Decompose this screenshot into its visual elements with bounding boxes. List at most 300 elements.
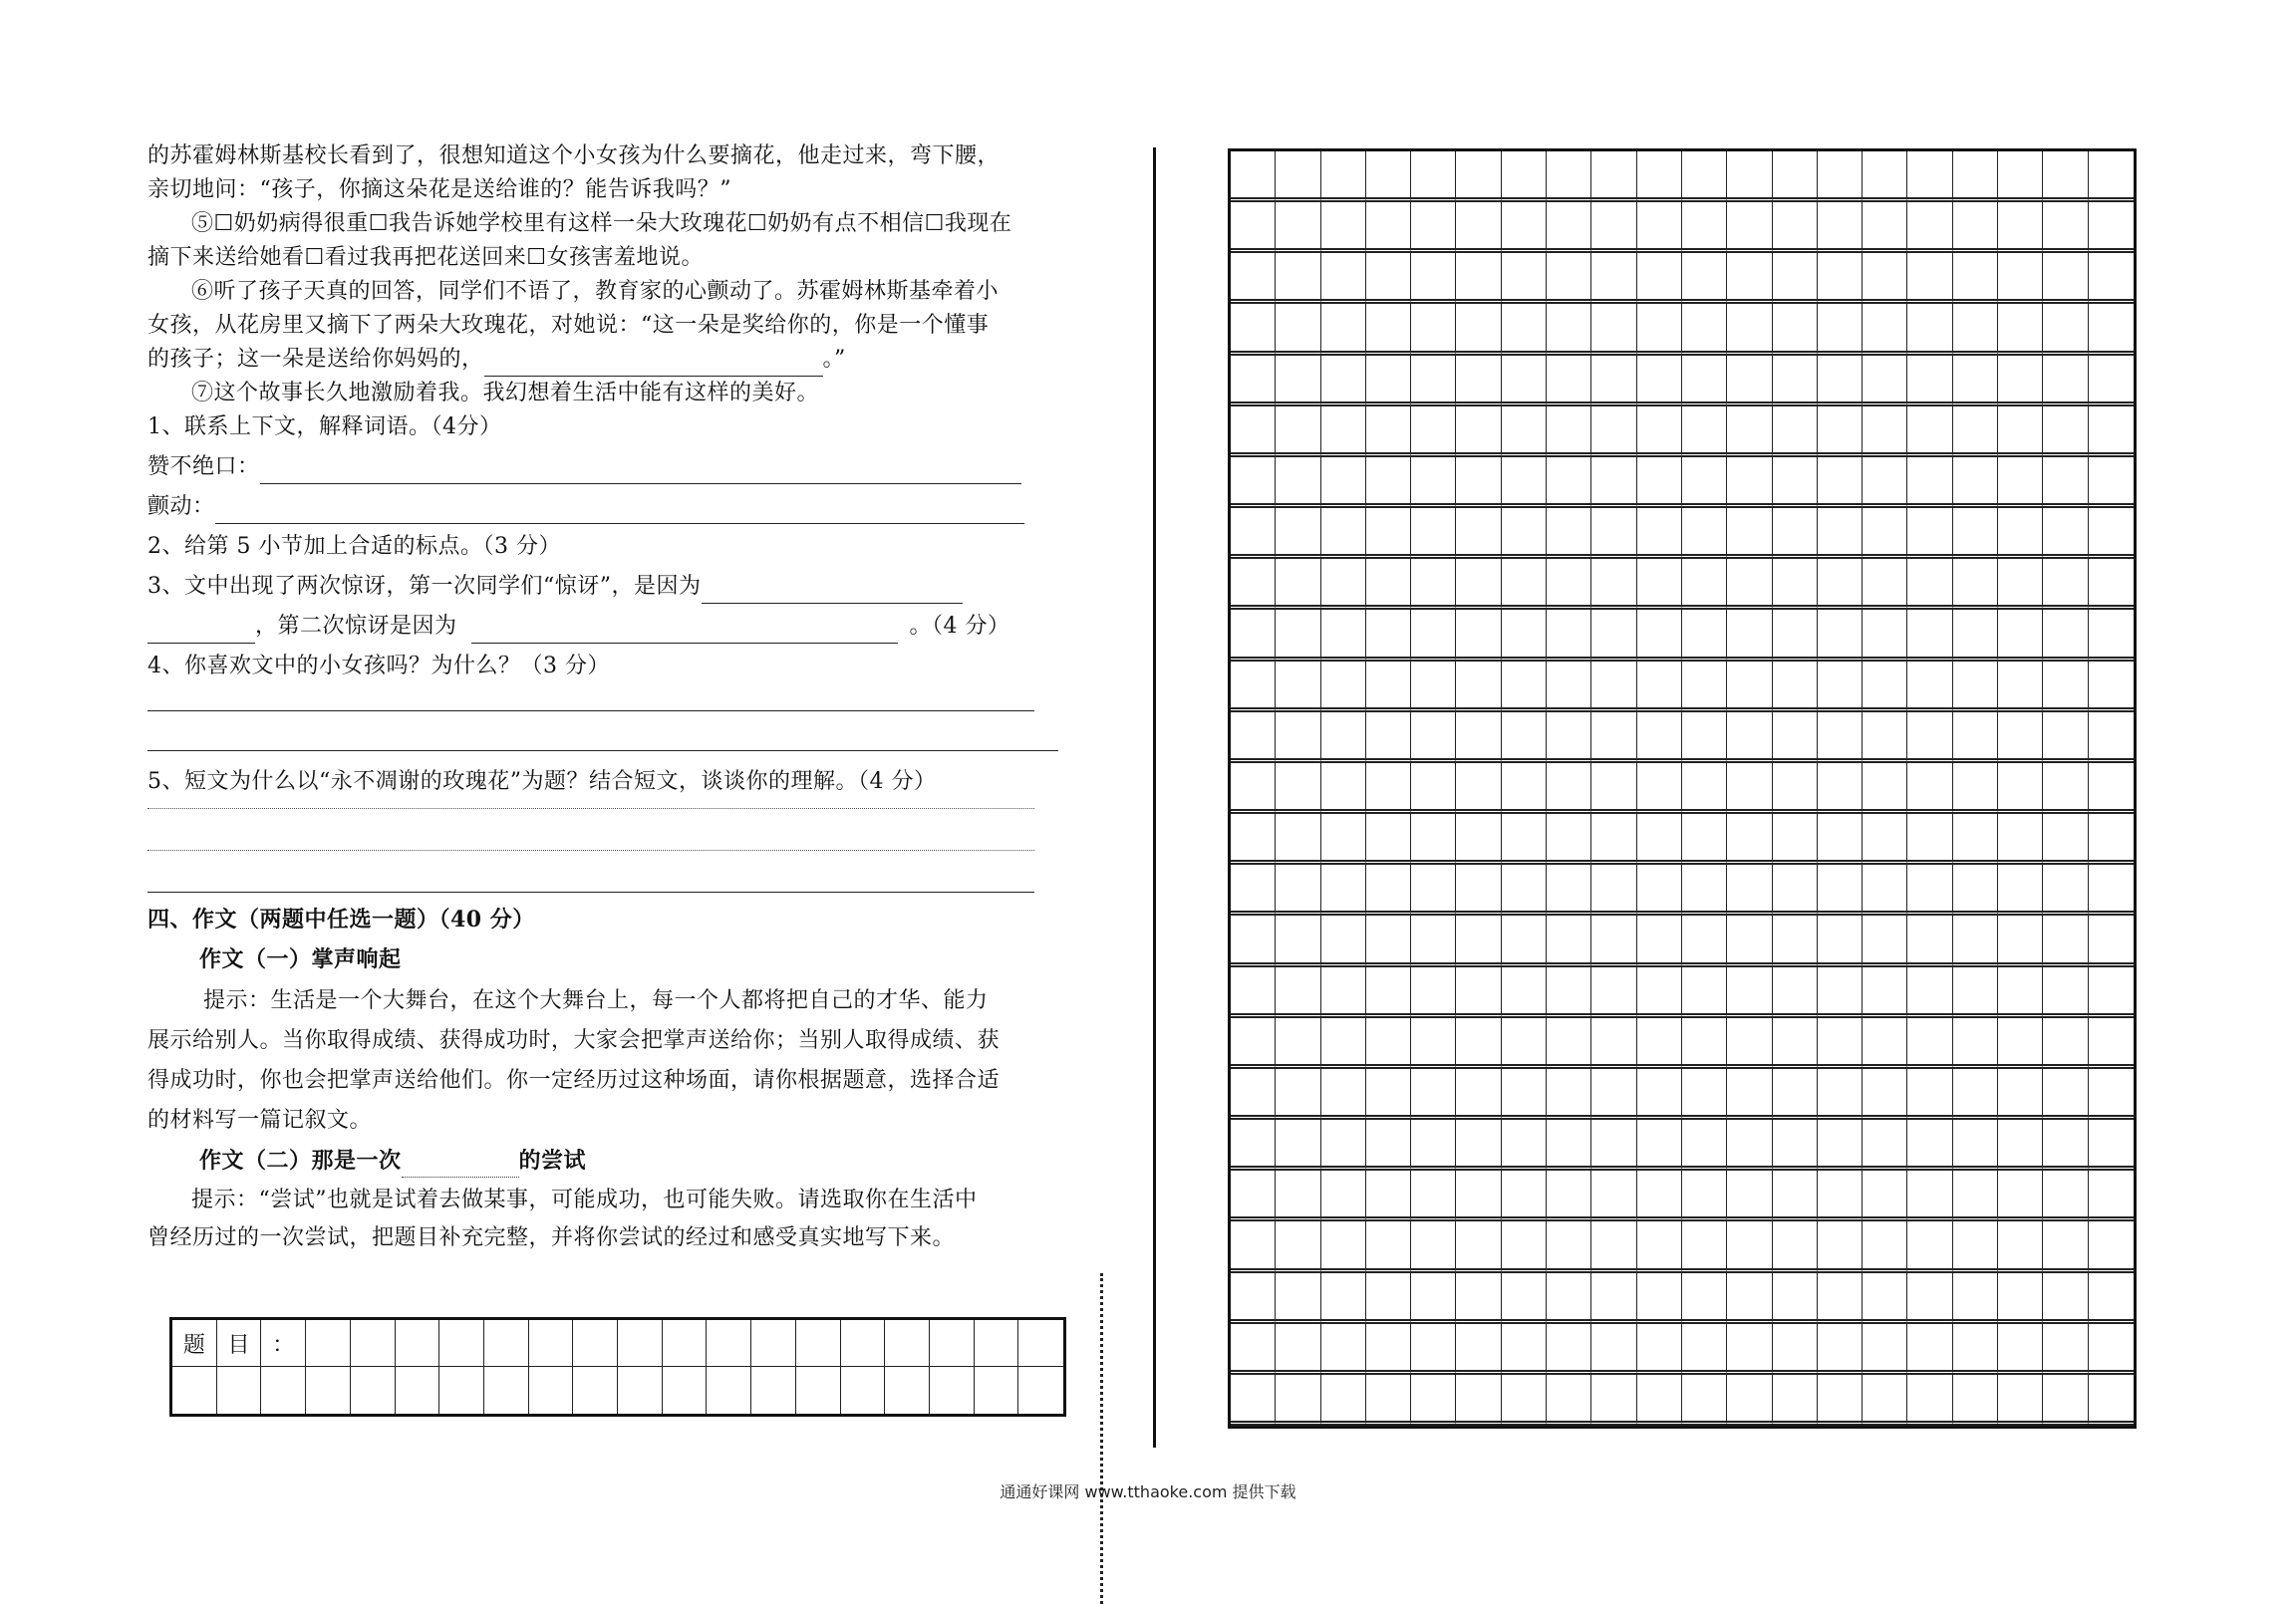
essay-grid-cell[interactable] bbox=[1863, 202, 1907, 253]
essay-grid-cell[interactable] bbox=[1818, 151, 1863, 202]
essay-grid-cell[interactable] bbox=[1366, 1069, 1411, 1120]
essay-grid-cell[interactable] bbox=[1456, 1273, 1501, 1324]
essay-grid-cell[interactable] bbox=[1231, 253, 1276, 304]
essay-grid-cell[interactable] bbox=[1591, 967, 1636, 1018]
essay-grid-cell[interactable] bbox=[1682, 610, 1727, 661]
essay-grid-cell[interactable] bbox=[1773, 508, 1818, 559]
essay-grid-cell[interactable] bbox=[1321, 304, 1366, 355]
essay-grid-cell[interactable] bbox=[1682, 151, 1727, 202]
essay-grid-cell[interactable] bbox=[1591, 508, 1636, 559]
essay-grid-cell[interactable] bbox=[1456, 559, 1501, 610]
essay-grid-cell[interactable] bbox=[1502, 814, 1547, 865]
essay-writing-grid[interactable] bbox=[1228, 148, 2137, 1429]
essay-grid-cell[interactable] bbox=[1637, 304, 1682, 355]
essay-grid-cell[interactable] bbox=[1907, 253, 1952, 304]
essay-grid-cell[interactable] bbox=[2089, 1324, 2134, 1375]
essay-grid-cell[interactable] bbox=[1366, 406, 1411, 457]
essay-grid-cell[interactable] bbox=[1773, 253, 1818, 304]
title-grid-cell[interactable] bbox=[306, 1367, 351, 1414]
answer-blank[interactable] bbox=[147, 617, 255, 644]
essay-grid-cell[interactable] bbox=[1547, 1221, 1591, 1272]
essay-grid-cell[interactable] bbox=[1231, 814, 1276, 865]
essay-grid-cell[interactable] bbox=[2089, 865, 2134, 916]
essay-grid-cell[interactable] bbox=[1591, 559, 1636, 610]
essay-grid-cell[interactable] bbox=[1773, 814, 1818, 865]
essay-grid-cell[interactable] bbox=[1591, 1120, 1636, 1171]
essay-grid-cell[interactable] bbox=[1456, 202, 1501, 253]
essay-grid-cell[interactable] bbox=[1818, 304, 1863, 355]
essay-grid-cell[interactable] bbox=[1998, 508, 2043, 559]
answer-line[interactable] bbox=[147, 749, 1058, 751]
essay-grid-cell[interactable] bbox=[2043, 865, 2088, 916]
essay-grid-cell[interactable] bbox=[1682, 253, 1727, 304]
essay-grid-cell[interactable] bbox=[1773, 1120, 1818, 1171]
essay-grid-cell[interactable] bbox=[1547, 662, 1591, 712]
essay-grid-cell[interactable] bbox=[1727, 202, 1772, 253]
essay-grid-cell[interactable] bbox=[1231, 712, 1276, 763]
essay-grid-cell[interactable] bbox=[1411, 865, 1456, 916]
essay-grid-cell[interactable] bbox=[1773, 1273, 1818, 1324]
essay-grid-cell[interactable] bbox=[1321, 1273, 1366, 1324]
essay-grid-cell[interactable] bbox=[1682, 1018, 1727, 1069]
essay-grid-cell[interactable] bbox=[1998, 253, 2043, 304]
essay-grid-cell[interactable] bbox=[1863, 304, 1907, 355]
essay-grid-cell[interactable] bbox=[1863, 508, 1907, 559]
title-grid[interactable] bbox=[169, 1317, 1066, 1417]
essay-grid-cell[interactable] bbox=[1366, 763, 1411, 814]
essay-grid-cell[interactable] bbox=[1637, 916, 1682, 966]
essay-grid-cell[interactable] bbox=[1276, 202, 1320, 253]
essay-grid-cell[interactable] bbox=[1366, 1120, 1411, 1171]
essay-grid-cell[interactable] bbox=[2089, 1120, 2134, 1171]
essay-grid-cell[interactable] bbox=[2089, 763, 2134, 814]
essay-grid-cell[interactable] bbox=[1953, 763, 1998, 814]
title-grid-cell[interactable] bbox=[172, 1367, 217, 1414]
essay-grid-cell[interactable] bbox=[1547, 151, 1591, 202]
essay-grid-cell[interactable] bbox=[1321, 610, 1366, 661]
essay-grid-cell[interactable] bbox=[1591, 916, 1636, 966]
essay-grid-cell[interactable] bbox=[1998, 1120, 2043, 1171]
essay-grid-cell[interactable] bbox=[1366, 1171, 1411, 1221]
essay-grid-cell[interactable] bbox=[1727, 1375, 1772, 1426]
title-grid-cell[interactable] bbox=[439, 1367, 484, 1414]
essay-grid-cell[interactable] bbox=[1682, 457, 1727, 508]
essay-grid-cell[interactable] bbox=[1818, 712, 1863, 763]
title-grid-cell[interactable] bbox=[351, 1367, 396, 1414]
essay-grid-cell[interactable] bbox=[2089, 1221, 2134, 1272]
title-grid-cell[interactable] bbox=[975, 1320, 1019, 1367]
essay-grid-cell[interactable] bbox=[1863, 1069, 1907, 1120]
essay-grid-cell[interactable] bbox=[1547, 1324, 1591, 1375]
essay-grid-cell[interactable] bbox=[1547, 865, 1591, 916]
title-grid-cell[interactable] bbox=[751, 1367, 796, 1414]
essay-grid-cell[interactable] bbox=[2043, 916, 2088, 966]
essay-grid-cell[interactable] bbox=[1231, 1018, 1276, 1069]
essay-grid-cell[interactable] bbox=[1321, 1375, 1366, 1426]
essay-grid-cell[interactable] bbox=[1502, 508, 1547, 559]
essay-grid-cell[interactable] bbox=[1411, 967, 1456, 1018]
essay-grid-cell[interactable] bbox=[1727, 662, 1772, 712]
essay-grid-cell[interactable] bbox=[1907, 508, 1952, 559]
essay-grid-cell[interactable] bbox=[1727, 508, 1772, 559]
essay-grid-cell[interactable] bbox=[1953, 304, 1998, 355]
essay-grid-cell[interactable] bbox=[1366, 1273, 1411, 1324]
essay-grid-cell[interactable] bbox=[1276, 967, 1320, 1018]
essay-grid-cell[interactable] bbox=[1321, 1324, 1366, 1375]
essay-grid-cell[interactable] bbox=[1682, 1273, 1727, 1324]
essay-grid-cell[interactable] bbox=[2043, 763, 2088, 814]
essay-grid-cell[interactable] bbox=[1818, 1120, 1863, 1171]
essay-grid-cell[interactable] bbox=[1907, 1273, 1952, 1324]
essay-grid-cell[interactable] bbox=[1547, 1120, 1591, 1171]
essay-grid-cell[interactable] bbox=[1818, 1324, 1863, 1375]
essay-grid-cell[interactable] bbox=[1547, 916, 1591, 966]
essay-grid-cell[interactable] bbox=[2089, 1069, 2134, 1120]
essay-grid-cell[interactable] bbox=[2089, 712, 2134, 763]
essay-grid-cell[interactable] bbox=[2043, 508, 2088, 559]
essay-grid-cell[interactable] bbox=[1998, 1324, 2043, 1375]
essay-grid-cell[interactable] bbox=[1998, 151, 2043, 202]
essay-grid-cell[interactable] bbox=[1502, 712, 1547, 763]
essay-grid-cell[interactable] bbox=[1276, 1273, 1320, 1324]
essay-grid-cell[interactable] bbox=[1637, 356, 1682, 406]
essay-grid-cell[interactable] bbox=[1366, 457, 1411, 508]
essay-grid-cell[interactable] bbox=[1682, 712, 1727, 763]
essay-grid-cell[interactable] bbox=[1231, 865, 1276, 916]
essay-grid-cell[interactable] bbox=[1998, 1018, 2043, 1069]
essay-grid-cell[interactable] bbox=[2089, 1273, 2134, 1324]
essay-grid-cell[interactable] bbox=[2089, 356, 2134, 406]
essay-grid-cell[interactable] bbox=[1863, 1273, 1907, 1324]
title-grid-cell[interactable] bbox=[618, 1320, 663, 1367]
essay-grid-cell[interactable] bbox=[1998, 712, 2043, 763]
essay-grid-cell[interactable] bbox=[1637, 406, 1682, 457]
essay-grid-cell[interactable] bbox=[1682, 1221, 1727, 1272]
essay-grid-cell[interactable] bbox=[2089, 662, 2134, 712]
title-grid-cell[interactable] bbox=[1018, 1320, 1063, 1367]
essay-grid-cell[interactable] bbox=[1276, 763, 1320, 814]
essay-grid-cell[interactable] bbox=[1321, 457, 1366, 508]
essay-grid-cell[interactable] bbox=[1953, 1324, 1998, 1375]
essay-grid-cell[interactable] bbox=[1502, 662, 1547, 712]
essay-grid-cell[interactable] bbox=[2043, 1221, 2088, 1272]
essay-grid-cell[interactable] bbox=[1591, 763, 1636, 814]
essay-grid-cell[interactable] bbox=[1727, 253, 1772, 304]
essay-grid-cell[interactable] bbox=[1456, 151, 1501, 202]
essay-grid-cell[interactable] bbox=[2089, 457, 2134, 508]
essay-grid-cell[interactable] bbox=[1411, 1018, 1456, 1069]
essay-grid-cell[interactable] bbox=[1682, 406, 1727, 457]
essay-grid-cell[interactable] bbox=[1863, 916, 1907, 966]
essay-grid-cell[interactable] bbox=[1953, 814, 1998, 865]
essay-grid-cell[interactable] bbox=[1321, 1171, 1366, 1221]
title-grid-cell[interactable] bbox=[796, 1320, 841, 1367]
title-grid-cell[interactable] bbox=[751, 1320, 796, 1367]
essay-grid-cell[interactable] bbox=[1276, 559, 1320, 610]
essay-grid-cell[interactable] bbox=[1953, 559, 1998, 610]
essay-grid-cell[interactable] bbox=[1863, 559, 1907, 610]
essay-grid-cell[interactable] bbox=[1502, 1120, 1547, 1171]
essay-grid-cell[interactable] bbox=[1773, 763, 1818, 814]
essay-grid-cell[interactable] bbox=[2043, 814, 2088, 865]
essay-grid-cell[interactable] bbox=[2089, 253, 2134, 304]
essay-grid-cell[interactable] bbox=[1502, 559, 1547, 610]
essay-grid-cell[interactable] bbox=[1637, 151, 1682, 202]
essay-grid-cell[interactable] bbox=[1591, 1018, 1636, 1069]
essay-grid-cell[interactable] bbox=[1502, 304, 1547, 355]
essay-grid-cell[interactable] bbox=[1502, 1018, 1547, 1069]
essay-grid-cell[interactable] bbox=[1547, 1273, 1591, 1324]
essay-grid-cell[interactable] bbox=[1366, 202, 1411, 253]
essay-grid-cell[interactable] bbox=[1773, 202, 1818, 253]
essay-grid-cell[interactable] bbox=[1682, 1324, 1727, 1375]
title-grid-cell[interactable] bbox=[484, 1320, 529, 1367]
essay-grid-cell[interactable] bbox=[1456, 610, 1501, 661]
essay-grid-cell[interactable] bbox=[1547, 253, 1591, 304]
essay-grid-cell[interactable] bbox=[1773, 1018, 1818, 1069]
essay-grid-cell[interactable] bbox=[1456, 916, 1501, 966]
essay-grid-cell[interactable] bbox=[1637, 1120, 1682, 1171]
essay-grid-cell[interactable] bbox=[1411, 508, 1456, 559]
essay-grid-cell[interactable] bbox=[1547, 1375, 1591, 1426]
essay-grid-cell[interactable] bbox=[1682, 1120, 1727, 1171]
essay-grid-cell[interactable] bbox=[1953, 662, 1998, 712]
essay-grid-cell[interactable] bbox=[1818, 1018, 1863, 1069]
essay-grid-cell[interactable] bbox=[1727, 1171, 1772, 1221]
essay-grid-cell[interactable] bbox=[1411, 662, 1456, 712]
essay-grid-cell[interactable] bbox=[1411, 1273, 1456, 1324]
essay-grid-cell[interactable] bbox=[1502, 253, 1547, 304]
essay-grid-cell[interactable] bbox=[2089, 967, 2134, 1018]
essay-grid-cell[interactable] bbox=[1276, 916, 1320, 966]
essay-grid-cell[interactable] bbox=[2089, 508, 2134, 559]
title-grid-cell[interactable] bbox=[573, 1367, 618, 1414]
essay-grid-cell[interactable] bbox=[1998, 457, 2043, 508]
essay-grid-cell[interactable] bbox=[1818, 1069, 1863, 1120]
essay-grid-cell[interactable] bbox=[1411, 151, 1456, 202]
essay-grid-cell[interactable] bbox=[1456, 1018, 1501, 1069]
essay-grid-cell[interactable] bbox=[2043, 151, 2088, 202]
essay-grid-cell[interactable] bbox=[2043, 712, 2088, 763]
essay-grid-cell[interactable] bbox=[1637, 1018, 1682, 1069]
essay-grid-cell[interactable] bbox=[1366, 1018, 1411, 1069]
essay-grid-cell[interactable] bbox=[1366, 814, 1411, 865]
essay-grid-cell[interactable] bbox=[1321, 1221, 1366, 1272]
essay-grid-cell[interactable] bbox=[1727, 712, 1772, 763]
essay-grid-cell[interactable] bbox=[1411, 406, 1456, 457]
essay-grid-cell[interactable] bbox=[1953, 508, 1998, 559]
essay-grid-cell[interactable] bbox=[1637, 662, 1682, 712]
essay-grid-cell[interactable] bbox=[2043, 1069, 2088, 1120]
essay-grid-cell[interactable] bbox=[1998, 559, 2043, 610]
essay-grid-cell[interactable] bbox=[1953, 1120, 1998, 1171]
essay-grid-cell[interactable] bbox=[1998, 865, 2043, 916]
essay-grid-cell[interactable] bbox=[1773, 457, 1818, 508]
title-grid-cell[interactable] bbox=[573, 1320, 618, 1367]
essay-grid-cell[interactable] bbox=[1591, 356, 1636, 406]
essay-grid-cell[interactable] bbox=[1998, 304, 2043, 355]
essay-grid-cell[interactable] bbox=[1773, 1171, 1818, 1221]
essay-grid-cell[interactable] bbox=[1818, 967, 1863, 1018]
essay-grid-cell[interactable] bbox=[1863, 356, 1907, 406]
answer-blank[interactable] bbox=[215, 497, 1024, 524]
essay-grid-cell[interactable] bbox=[1637, 1221, 1682, 1272]
essay-grid-cell[interactable] bbox=[1773, 1221, 1818, 1272]
title-grid-cell[interactable] bbox=[618, 1367, 663, 1414]
essay-grid-cell[interactable] bbox=[1547, 763, 1591, 814]
essay-grid-cell[interactable] bbox=[1818, 662, 1863, 712]
essay-grid-cell[interactable] bbox=[1411, 457, 1456, 508]
essay-grid-cell[interactable] bbox=[1953, 1375, 1998, 1426]
essay-grid-cell[interactable] bbox=[1411, 1120, 1456, 1171]
essay-grid-cell[interactable] bbox=[1818, 865, 1863, 916]
essay-grid-cell[interactable] bbox=[1818, 1375, 1863, 1426]
essay-grid-cell[interactable] bbox=[1276, 406, 1320, 457]
essay-grid-cell[interactable] bbox=[1907, 662, 1952, 712]
essay-grid-cell[interactable] bbox=[1953, 1018, 1998, 1069]
essay-grid-cell[interactable] bbox=[1276, 151, 1320, 202]
essay-grid-cell[interactable] bbox=[1591, 253, 1636, 304]
essay-grid-cell[interactable] bbox=[1907, 865, 1952, 916]
essay-grid-cell[interactable] bbox=[1502, 865, 1547, 916]
essay-grid-cell[interactable] bbox=[1502, 1375, 1547, 1426]
essay-grid-cell[interactable] bbox=[1502, 1171, 1547, 1221]
title-grid-cell[interactable] bbox=[396, 1320, 440, 1367]
essay-grid-cell[interactable] bbox=[1231, 1324, 1276, 1375]
essay-grid-cell[interactable] bbox=[1727, 559, 1772, 610]
essay-grid-cell[interactable] bbox=[1818, 253, 1863, 304]
essay-grid-cell[interactable] bbox=[1953, 356, 1998, 406]
essay-grid-cell[interactable] bbox=[1907, 356, 1952, 406]
essay-grid-cell[interactable] bbox=[2043, 559, 2088, 610]
essay-grid-cell[interactable] bbox=[1907, 1120, 1952, 1171]
essay-grid-cell[interactable] bbox=[1502, 406, 1547, 457]
essay-grid-cell[interactable] bbox=[1456, 1324, 1501, 1375]
essay-grid-cell[interactable] bbox=[1231, 1069, 1276, 1120]
essay-grid-cell[interactable] bbox=[1411, 1069, 1456, 1120]
essay-grid-cell[interactable] bbox=[1727, 916, 1772, 966]
essay-grid-cell[interactable] bbox=[1907, 712, 1952, 763]
essay-grid-cell[interactable] bbox=[1231, 304, 1276, 355]
essay-grid-cell[interactable] bbox=[1637, 457, 1682, 508]
essay-grid-cell[interactable] bbox=[1366, 1221, 1411, 1272]
essay-grid-cell[interactable] bbox=[1456, 662, 1501, 712]
essay-grid-cell[interactable] bbox=[1276, 1324, 1320, 1375]
essay-grid-cell[interactable] bbox=[1863, 712, 1907, 763]
title-grid-cell[interactable] bbox=[841, 1320, 886, 1367]
essay-grid-cell[interactable] bbox=[1502, 1221, 1547, 1272]
essay-grid-cell[interactable] bbox=[1502, 1069, 1547, 1120]
essay-grid-cell[interactable] bbox=[1366, 967, 1411, 1018]
essay-grid-cell[interactable] bbox=[1907, 1018, 1952, 1069]
essay-grid-cell[interactable] bbox=[1591, 406, 1636, 457]
title-grid-cell[interactable] bbox=[841, 1367, 886, 1414]
essay-grid-cell[interactable] bbox=[1231, 356, 1276, 406]
essay-grid-cell[interactable] bbox=[1998, 1273, 2043, 1324]
essay-grid-cell[interactable] bbox=[1276, 304, 1320, 355]
essay-grid-cell[interactable] bbox=[1276, 457, 1320, 508]
essay-grid-cell[interactable] bbox=[1591, 712, 1636, 763]
essay-grid-cell[interactable] bbox=[1998, 814, 2043, 865]
essay-grid-cell[interactable] bbox=[1456, 457, 1501, 508]
essay-grid-cell[interactable] bbox=[1727, 1221, 1772, 1272]
essay-grid-cell[interactable] bbox=[1231, 406, 1276, 457]
title-grid-cell[interactable] bbox=[484, 1367, 529, 1414]
essay-grid-cell[interactable] bbox=[1998, 967, 2043, 1018]
answer-line[interactable] bbox=[147, 709, 1034, 711]
essay-grid-cell[interactable] bbox=[1502, 763, 1547, 814]
essay-grid-cell[interactable] bbox=[1773, 662, 1818, 712]
essay-grid-cell[interactable] bbox=[1953, 202, 1998, 253]
essay-grid-cell[interactable] bbox=[1907, 1324, 1952, 1375]
title-grid-cell[interactable] bbox=[529, 1367, 574, 1414]
essay-grid-cell[interactable] bbox=[1591, 151, 1636, 202]
essay-grid-cell[interactable] bbox=[1411, 559, 1456, 610]
essay-grid-cell[interactable] bbox=[1366, 151, 1411, 202]
essay-grid-cell[interactable] bbox=[1456, 1375, 1501, 1426]
essay-grid-cell[interactable] bbox=[1456, 1069, 1501, 1120]
essay-grid-cell[interactable] bbox=[1773, 712, 1818, 763]
essay-grid-cell[interactable] bbox=[1321, 1018, 1366, 1069]
essay-grid-cell[interactable] bbox=[1637, 1324, 1682, 1375]
essay-grid-cell[interactable] bbox=[1863, 1221, 1907, 1272]
essay-grid-cell[interactable] bbox=[1953, 610, 1998, 661]
essay-grid-cell[interactable] bbox=[1321, 559, 1366, 610]
essay-grid-cell[interactable] bbox=[1682, 304, 1727, 355]
essay-grid-cell[interactable] bbox=[1321, 1120, 1366, 1171]
essay-grid-cell[interactable] bbox=[1727, 967, 1772, 1018]
essay-grid-cell[interactable] bbox=[1818, 508, 1863, 559]
essay-grid-cell[interactable] bbox=[1411, 1221, 1456, 1272]
essay-grid-cell[interactable] bbox=[1727, 1069, 1772, 1120]
essay-grid-cell[interactable] bbox=[1863, 967, 1907, 1018]
essay-grid-cell[interactable] bbox=[2043, 406, 2088, 457]
essay-grid-cell[interactable] bbox=[1682, 865, 1727, 916]
essay-grid-cell[interactable] bbox=[1727, 1018, 1772, 1069]
essay-grid-cell[interactable] bbox=[1366, 508, 1411, 559]
essay-grid-cell[interactable] bbox=[1231, 1171, 1276, 1221]
essay-grid-cell[interactable] bbox=[1773, 967, 1818, 1018]
essay-grid-cell[interactable] bbox=[1637, 610, 1682, 661]
essay-grid-cell[interactable] bbox=[1321, 967, 1366, 1018]
essay-grid-cell[interactable] bbox=[1411, 916, 1456, 966]
essay-grid-cell[interactable] bbox=[1366, 1375, 1411, 1426]
essay-grid-cell[interactable] bbox=[1321, 508, 1366, 559]
essay-grid-cell[interactable] bbox=[1547, 559, 1591, 610]
essay-grid-cell[interactable] bbox=[1456, 865, 1501, 916]
essay-grid-cell[interactable] bbox=[1863, 865, 1907, 916]
essay-grid-cell[interactable] bbox=[1953, 1069, 1998, 1120]
essay-grid-cell[interactable] bbox=[1953, 967, 1998, 1018]
essay-grid-cell[interactable] bbox=[1727, 1273, 1772, 1324]
essay-grid-cell[interactable] bbox=[1411, 610, 1456, 661]
essay-grid-cell[interactable] bbox=[1547, 1069, 1591, 1120]
essay-grid-cell[interactable] bbox=[1456, 253, 1501, 304]
essay-grid-cell[interactable] bbox=[1321, 865, 1366, 916]
title-grid-cell[interactable] bbox=[1018, 1367, 1063, 1414]
essay-grid-cell[interactable] bbox=[1231, 1375, 1276, 1426]
title-grid-cell[interactable] bbox=[306, 1320, 351, 1367]
essay-grid-cell[interactable] bbox=[1321, 712, 1366, 763]
essay-grid-cell[interactable] bbox=[1231, 1221, 1276, 1272]
essay-grid-cell[interactable] bbox=[1591, 202, 1636, 253]
essay-grid-cell[interactable] bbox=[1727, 457, 1772, 508]
essay-grid-cell[interactable] bbox=[2043, 202, 2088, 253]
essay-grid-cell[interactable] bbox=[1547, 1171, 1591, 1221]
essay-grid-cell[interactable] bbox=[2089, 202, 2134, 253]
essay-grid-cell[interactable] bbox=[1231, 559, 1276, 610]
title-grid-cell[interactable] bbox=[663, 1367, 708, 1414]
